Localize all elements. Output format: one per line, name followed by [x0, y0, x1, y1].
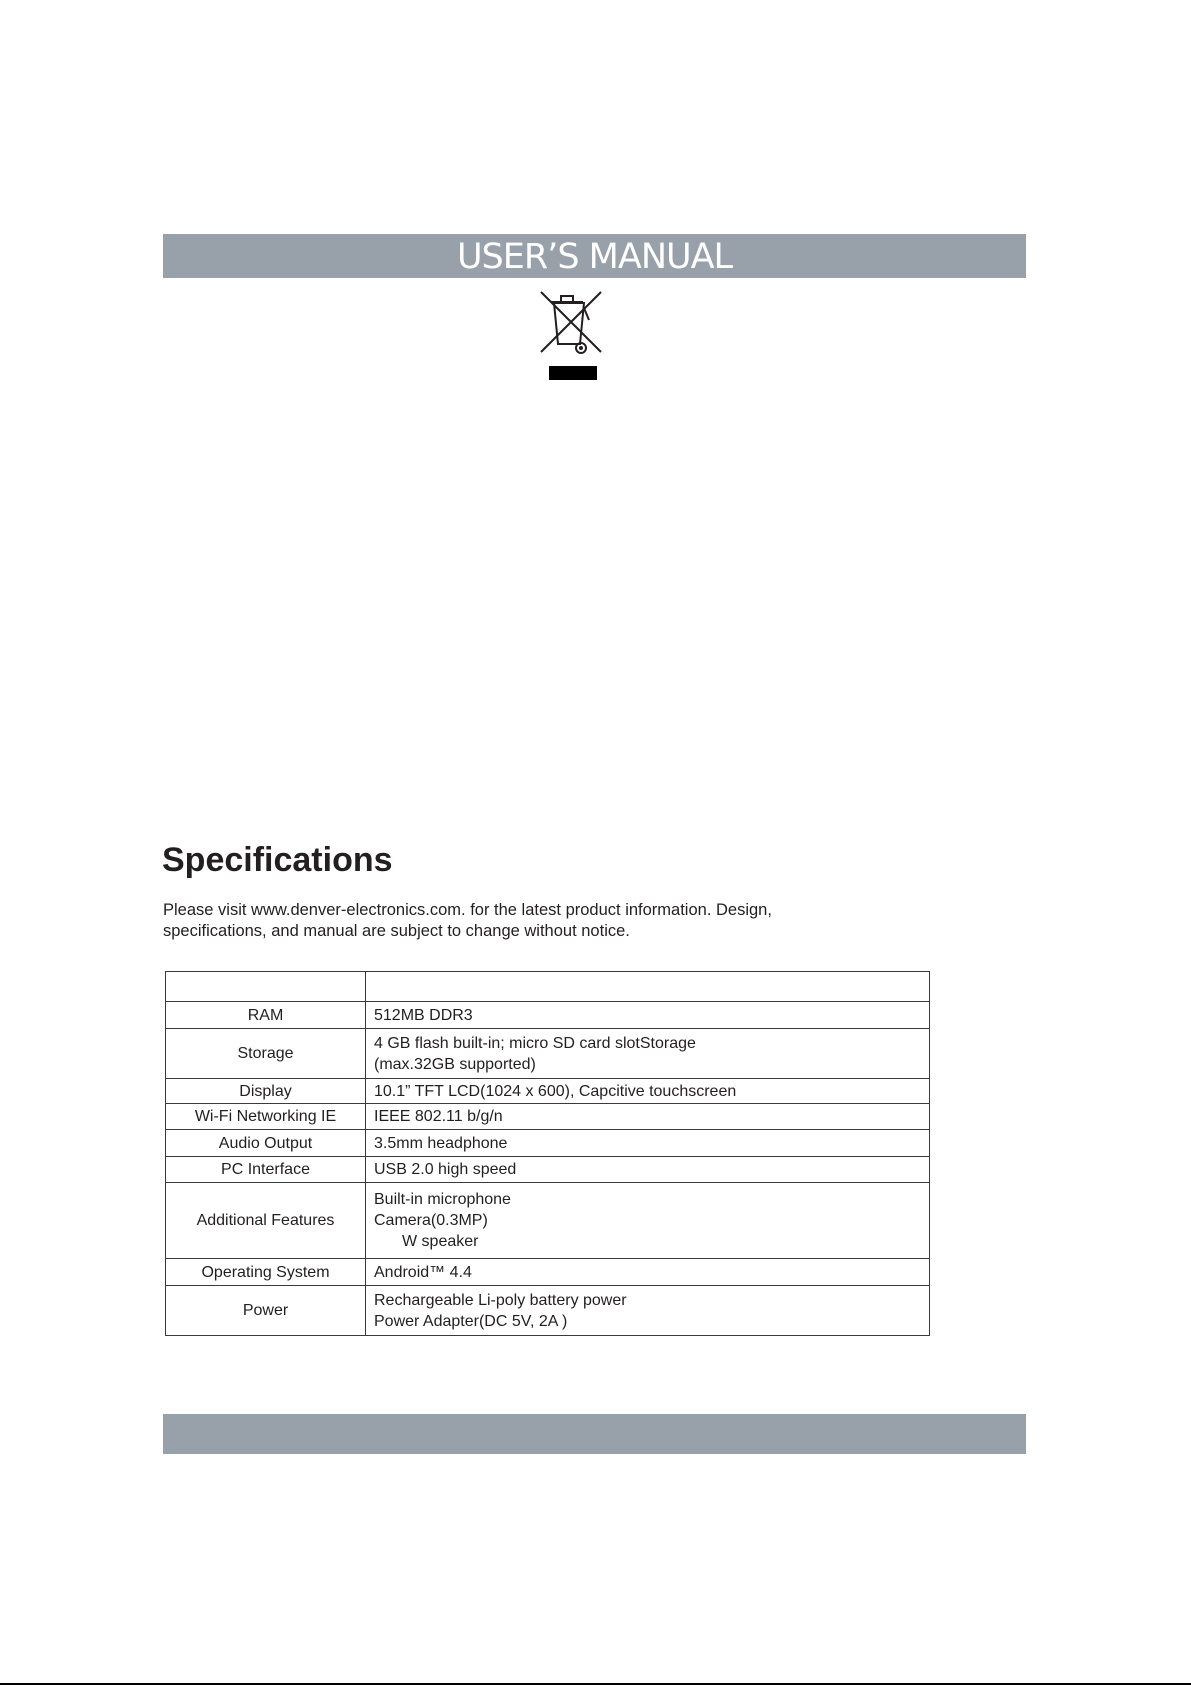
- spec-value: [366, 1157, 930, 1183]
- header-banner: [163, 234, 1026, 278]
- crossed-out-wheelie-bin-icon: [539, 290, 605, 382]
- spec-value-line: 10.1” TFT LCD(1024 x 600), Capcitive touchscreen: [374, 1082, 737, 1100]
- spec-label: Operating System: [166, 1259, 366, 1286]
- spec-label: Wi-Fi Networking IE: [166, 1104, 366, 1130]
- spec-label: PC Interface: [166, 1157, 366, 1183]
- intro-line: Please visit www.denver-electronics.com. for the latest product information. Design,: [163, 901, 772, 919]
- spec-value-line: (max.32GB supported): [374, 1055, 536, 1073]
- spec-value-line: Android™ 4.4: [374, 1263, 472, 1281]
- manual-title: USER’S MANUAL: [456, 237, 733, 277]
- header-cell-label: [166, 972, 366, 1002]
- spec-value-line: W speaker: [402, 1233, 479, 1250]
- spec-value: [366, 1029, 930, 1079]
- spec-value-line: 3.5mm headphone: [374, 1134, 508, 1152]
- table-row: [166, 1104, 930, 1130]
- intro-line: specifications, and manual are subject to change without notice.: [163, 922, 630, 940]
- specifications-intro: [163, 900, 963, 942]
- spec-value-line: USB 2.0 high speed: [374, 1161, 517, 1178]
- spec-value: [366, 1002, 930, 1029]
- table-row: [166, 1259, 930, 1286]
- spec-value: [366, 1079, 930, 1104]
- specifications-table: [165, 971, 930, 1336]
- table-row: [166, 1130, 930, 1157]
- spec-value: [366, 1286, 930, 1336]
- spec-label: Display: [166, 1079, 366, 1104]
- spec-value-line: Power Adapter(DC 5V, 2A ): [374, 1312, 568, 1330]
- header-cell-value: [366, 972, 930, 1002]
- spec-value-line: Built-in microphone: [374, 1191, 511, 1208]
- table-header-row: [166, 972, 930, 1002]
- spec-value-line: 4 GB flash built-in; micro SD card slotStorage: [374, 1034, 696, 1052]
- spec-label: RAM: [166, 1002, 366, 1029]
- spec-value: [366, 1130, 930, 1157]
- table-row: [166, 1286, 930, 1336]
- spec-value-line: Camera(0.3MP): [374, 1212, 488, 1229]
- spec-value: [366, 1259, 930, 1286]
- specifications-heading: Specifications: [162, 841, 393, 879]
- spec-label: Storage: [166, 1029, 366, 1079]
- table-row: [166, 1157, 930, 1183]
- spec-value-line: IEEE 802.11 b/g/n: [374, 1108, 503, 1125]
- spec-value: [366, 1183, 930, 1259]
- table-row: [166, 1029, 930, 1079]
- spec-label: Audio Output: [166, 1130, 366, 1157]
- spec-value-line: 512MB DDR3: [374, 1006, 473, 1024]
- table-row: [166, 1183, 930, 1259]
- spec-label: Power: [166, 1286, 366, 1336]
- table-row: [166, 1002, 930, 1029]
- table-row: [166, 1079, 930, 1104]
- spec-label: Additional Features: [166, 1183, 366, 1259]
- spec-value-line: Rechargeable Li-poly battery power: [374, 1291, 627, 1309]
- spec-value: [366, 1104, 930, 1130]
- footer-banner: [163, 1414, 1026, 1454]
